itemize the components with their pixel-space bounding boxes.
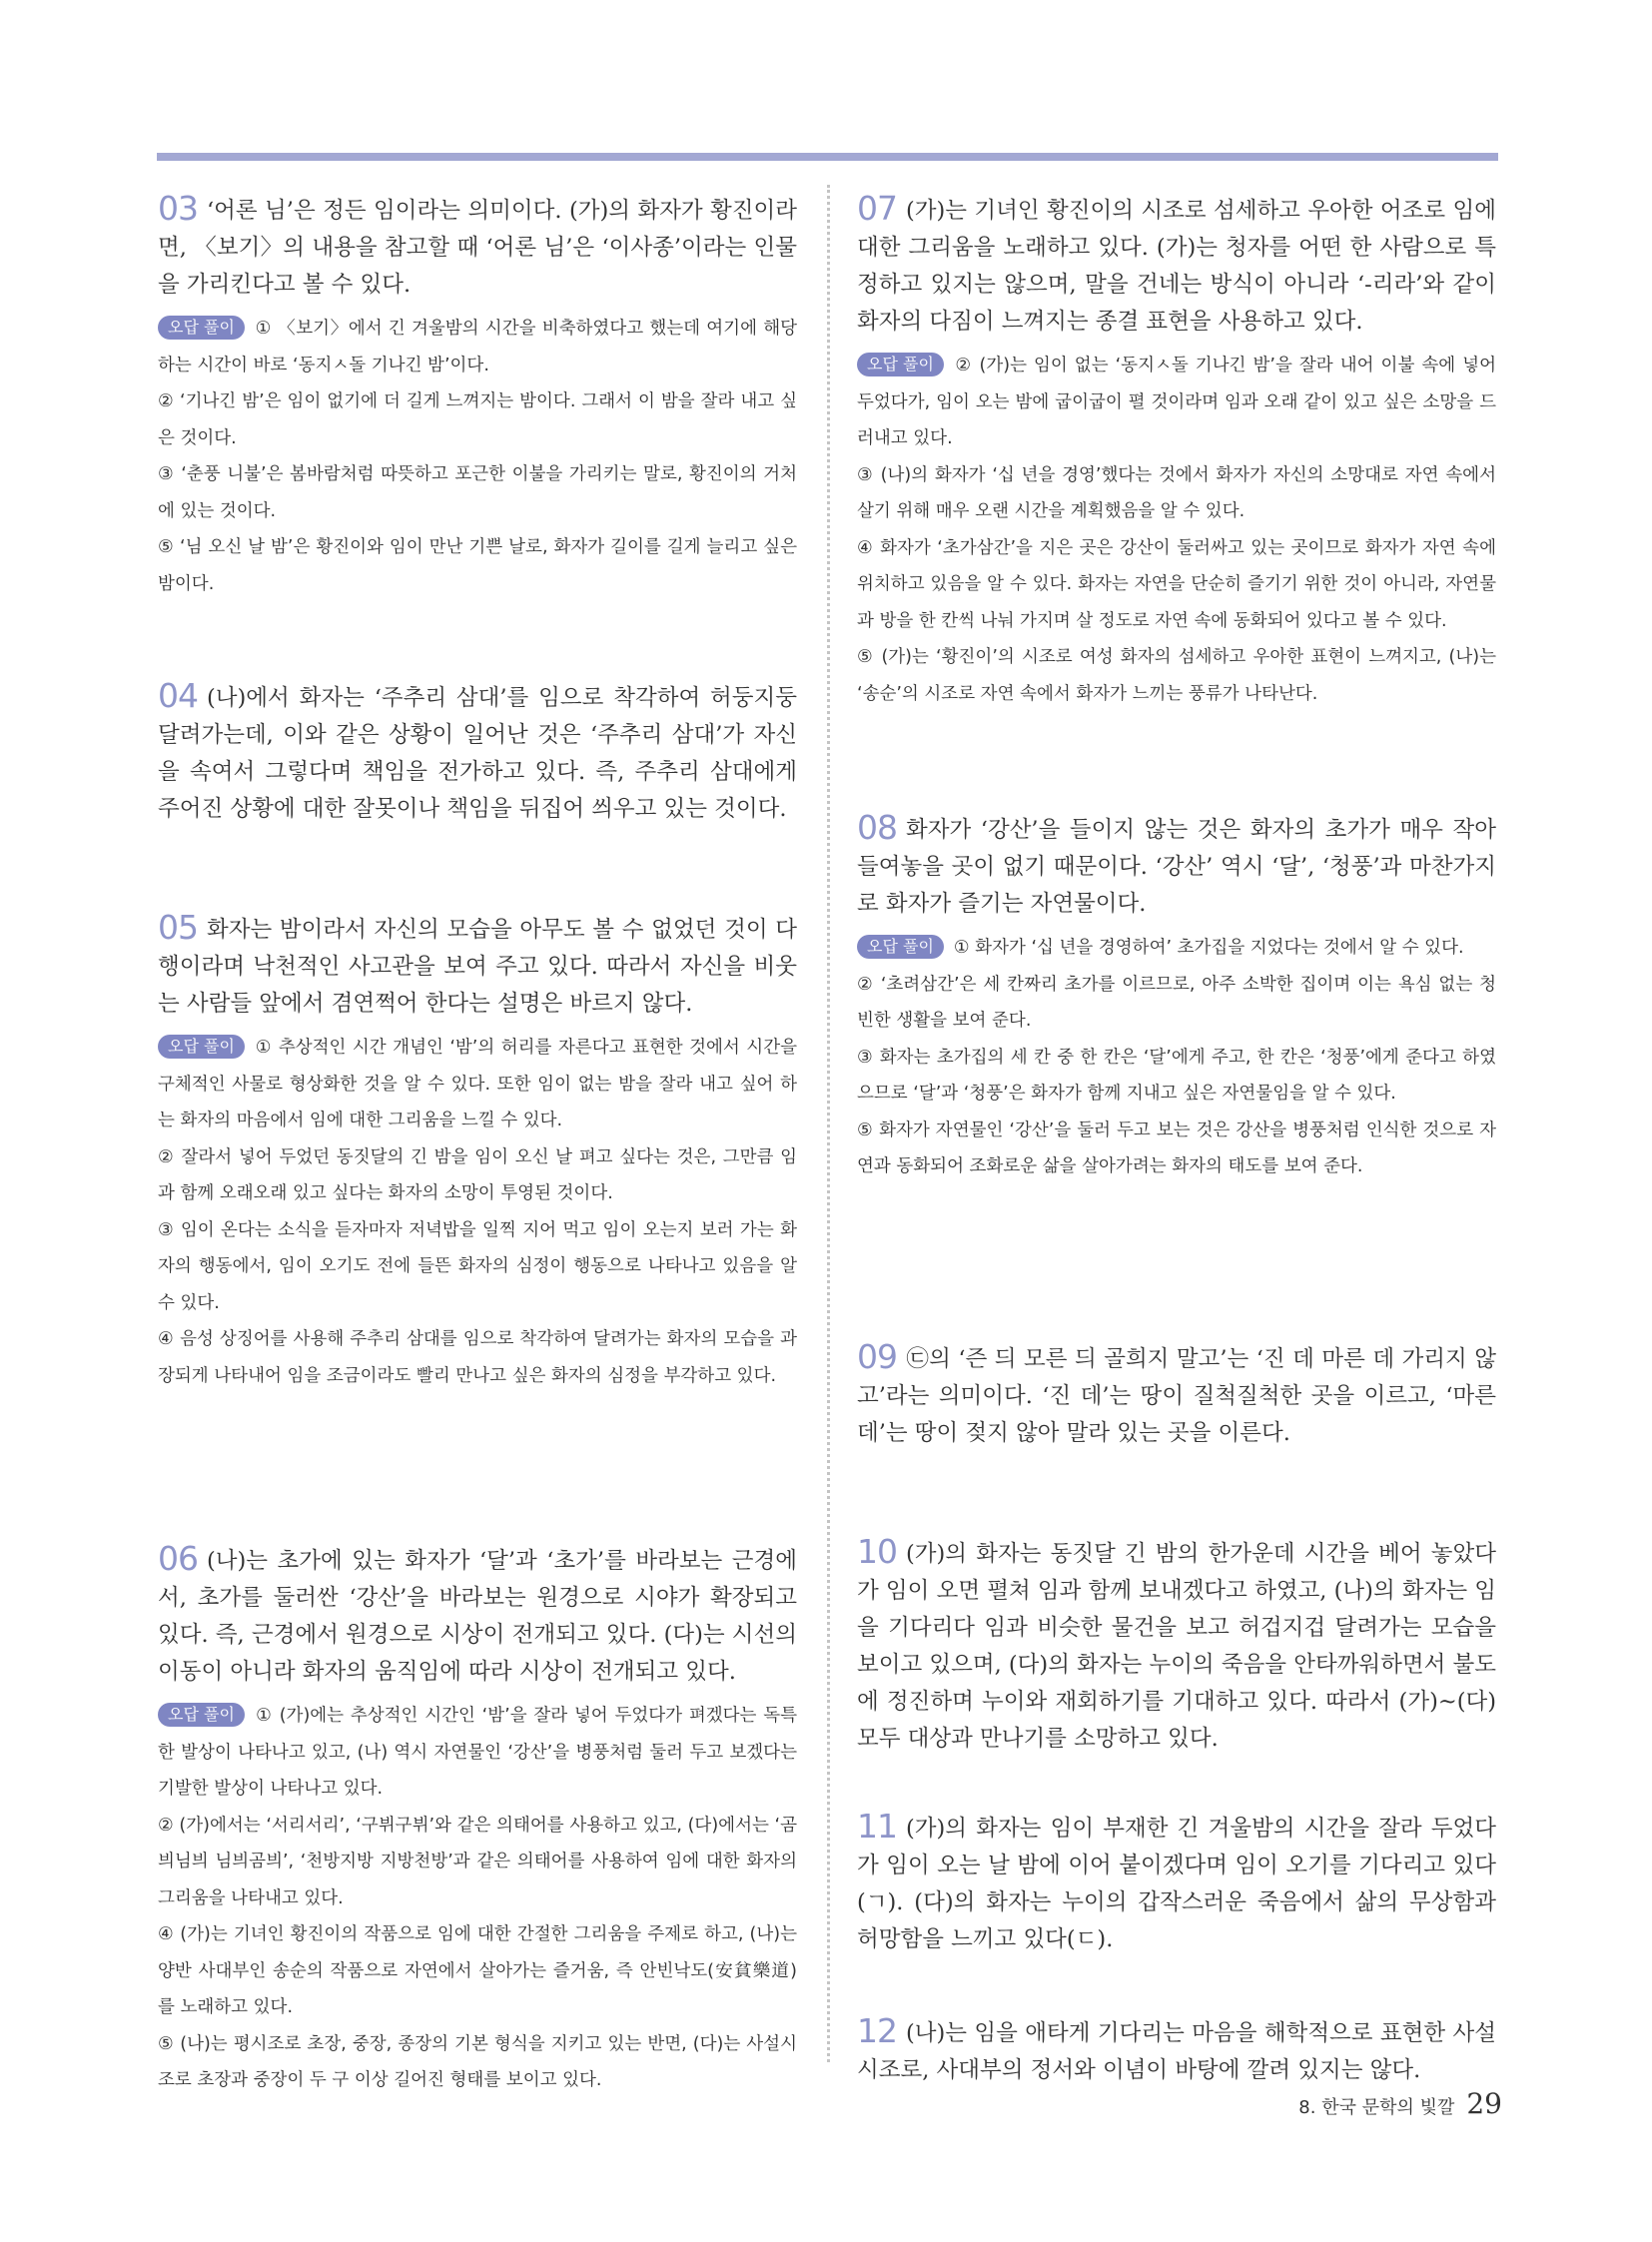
explanation-line: ⑤ (가)는 ‘황진이’의 시조로 여성 화자의 섬세하고 우아한 표현이 느껴지고, (나)는 ‘송순’의 시조로 자연 속에서 화자가 느끼는 풍류가 나타난다. <box>857 647 1496 704</box>
question-number: 05 <box>158 908 198 947</box>
answer-lead: (가)의 화자는 임이 부재한 긴 겨울밤의 시간을 잘라 두었다가 임이 오는 날 밤에 이어 붙이겠다며 임이 오기를 기다리고 있다(ㄱ). (다)의 화자는 누이의 갑작스러운 죽음에서 삶의 무상함과 허망함을 느끼고 있다(ㄷ). <box>857 1816 1496 1952</box>
explanation-line: ③ 임이 온다는 소식을 듣자마자 저녁밥을 일찍 지어 먹고 임이 오는지 보러 가는 화자의 행동에서, 임이 오기도 전에 들뜬 화자의 심정이 행동으로 나타나고 있음을 알 수 있다. <box>158 1219 797 1313</box>
answer-lead: (나)에서 화자는 ‘주추리 삼대’를 임으로 착각하여 허둥지둥 달려가는데, 이와 같은 상황이 일어난 것은 ‘주추리 삼대’가 자신을 속여서 그렇다며 책임을 전가하고 있다. 즉, 주추리 삼대에게 주어진 상황에 대한 잘못이나 책임을 뒤집어 씌우고 있는 것이다. <box>158 685 797 822</box>
answer-07 <box>857 190 1496 712</box>
explanation-line: ③ 화자는 초가집의 세 칸 중 한 칸은 ‘달’에게 주고, 한 칸은 ‘청풍’에게 준다고 하였으므로 ‘달’과 ‘청풍’은 화자가 함께 지내고 싶은 자연물임을 알 수 있다. <box>857 1047 1496 1104</box>
answer-lead: (가)는 기녀인 황진이의 시조로 섬세하고 우아한 어조로 임에 대한 그리움을 노래하고 있다. (가)는 청자를 어떤 한 사람으로 특정하고 있지는 않으며, 말을 건네는 방식이 아니라 ‘-리라’와 같이 화자의 다짐이 느껴지는 종결 표현을 사용하고 있다. <box>857 198 1496 335</box>
wrong-answer-badge: 오답 풀이 <box>158 1703 245 1727</box>
answer-lead: 화자가 ‘강산’을 들이지 않는 것은 화자의 초가가 매우 작아 들여놓을 곳이 없기 때문이다. ‘강산’ 역시 ‘달’, ‘청풍’과 마찬가지로 화자가 즐기는 자연물이다. <box>857 817 1496 917</box>
top-accent-bar <box>157 153 1498 161</box>
explanation-line: ④ 음성 상징어를 사용해 주추리 삼대를 임으로 착각하여 달려가는 화자의 모습을 과장되게 나타내어 임을 조금이라도 빨리 만나고 싶은 화자의 심정을 부각하고 있다. <box>158 1329 797 1386</box>
answer-12 <box>857 2012 1496 2089</box>
question-number: 11 <box>857 1807 897 1846</box>
question-number: 10 <box>857 1532 897 1571</box>
question-number: 08 <box>857 808 897 847</box>
question-number: 07 <box>857 189 897 228</box>
wrong-answer-badge: 오답 풀이 <box>857 935 944 959</box>
explanation-line: ① 추상적인 시간 개념인 ‘밤’의 허리를 자른다고 표현한 것에서 시간을 구체적인 사물로 형상화한 것을 알 수 있다. 또한 임이 없는 밤을 잘라 내고 싶어 하는 화자의 마음에서 임에 대한 그리움을 느낄 수 있다. <box>158 1038 797 1130</box>
question-number: 06 <box>158 1539 198 1578</box>
answer-08 <box>857 809 1496 1185</box>
wrong-answer-badge: 오답 풀이 <box>158 316 245 340</box>
explanation-line: ⑤ 화자가 자연물인 ‘강산’을 둘러 두고 보는 것은 강산을 병풍처럼 인식한 것으로 자연과 동화되어 조화로운 삶을 살아가려는 화자의 태도를 보여 준다. <box>857 1120 1496 1176</box>
explanation-line: ③ (나)의 화자가 ‘십 년을 경영’했다는 것에서 화자가 자신의 소망대로 자연 속에서 살기 위해 매우 오랜 시간을 계획했음을 알 수 있다. <box>857 464 1496 521</box>
explanation-line: ② (가)에서는 ‘서리서리’, ‘구뷔구뷔’와 같은 의태어를 사용하고 있고, (다)에서는 ‘곰븨님븨 님븨곰븨’, ‘천방지방 지방천방’과 같은 의태어를 사용하여 임에 대한 화자의 그리움을 나타내고 있다. <box>158 1815 797 1908</box>
answer-06 <box>158 1540 797 2099</box>
explanation-line: ⑤ (나)는 평시조로 초장, 중장, 종장의 기본 형식을 지키고 있는 반면, (다)는 사설시조로 초장과 중장이 두 구 이상 길어진 형태를 보이고 있다. <box>158 2033 797 2090</box>
explanation-line: ② ‘기나긴 밤’은 임이 없기에 더 길게 느껴지는 밤이다. 그래서 이 밤을 잘라 내고 싶은 것이다. <box>158 391 797 448</box>
explanation-line: ② (가)는 임이 없는 ‘동지ㅅ돌 기나긴 밤’을 잘라 내어 이불 속에 넣어 두었다가, 임이 오는 밤에 굽이굽이 펼 것이라며 임과 오래 같이 있고 싶은 소망을 드러내고 있다. <box>857 356 1496 448</box>
answer-lead: 화자는 밤이라서 자신의 모습을 아무도 볼 수 없었던 것이 다행이라며 낙천적인 사고관을 보여 주고 있다. 따라서 자신을 비웃는 사람들 앞에서 겸연쩍어 한다는 설명은 바르지 않다. <box>158 917 797 1017</box>
explanation-line: ⑤ ‘님 오신 날 밤’은 황진이와 임이 만난 기쁜 날로, 화자가 길이를 길게 늘리고 싶은 밤이다. <box>158 537 797 594</box>
explanation-line: ③ ‘춘풍 니불’은 봄바람처럼 따뜻하고 포근한 이불을 가리키는 말로, 황진이의 거처에 있는 것이다. <box>158 464 797 521</box>
page-number: 29 <box>1466 2087 1502 2120</box>
answer-09 <box>857 1338 1496 1452</box>
answer-03 <box>158 190 797 602</box>
answer-lead: ㉢의 ‘즌 듸 모른 듸 골희지 말고’는 ‘진 데 마른 데 가리지 않고’라는 의미이다. ‘진 데’는 땅이 질척질척한 곳을 이르고, ‘마른 데’는 땅이 젖지 않아 말라 있는 곳을 이른다. <box>857 1346 1496 1446</box>
answer-11 <box>857 1808 1496 1958</box>
answer-10 <box>857 1533 1496 1758</box>
question-number: 09 <box>857 1337 897 1376</box>
explanation-line: ④ (가)는 기녀인 황진이의 작품으로 임에 대한 간절한 그리움을 주제로 하고, (나)는 양반 사대부인 송순의 작품으로 자연에서 살아가는 즐거움, 즉 안빈낙도(安貧樂道)를 노래하고 있다. <box>158 1924 797 2017</box>
answer-05 <box>158 909 797 1394</box>
wrong-answer-badge: 오답 풀이 <box>857 353 944 376</box>
wrong-answer-badge: 오답 풀이 <box>158 1035 245 1059</box>
explanation-line: ④ 화자가 ‘초가삼간’을 지은 곳은 강산이 둘러싸고 있는 곳이므로 화자가 자연 속에 위치하고 있음을 알 수 있다. 화자는 자연을 단순히 즐기기 위한 것이 아니라, 자연물과 방을 한 칸씩 나눠 가지며 살 정도로 자연 속에 동화되어 있다고 볼 수 있다. <box>857 537 1496 631</box>
explanation-line: ② 잘라서 넣어 두었던 동짓달의 긴 밤을 임이 오신 날 펴고 싶다는 것은, 그만큼 임과 함께 오래오래 있고 싶다는 화자의 소망이 투영된 것이다. <box>158 1146 797 1203</box>
answer-lead: (나)는 임을 애타게 기다리는 마음을 해학적으로 표현한 사설시조로, 사대부의 정서와 이념이 바탕에 깔려 있지는 않다. <box>857 2020 1496 2083</box>
answer-lead: (나)는 초가에 있는 화자가 ‘달’과 ‘초가’를 바라보는 근경에서, 초가를 둘러싼 ‘강산’을 바라보는 원경으로 시야가 확장되고 있다. 즉, 근경에서 원경으로 시상이 전개되고 있다. (다)는 시선의 이동이 아니라 화자의 움직임에 따라 시상이 전개되고 있다. <box>158 1548 797 1685</box>
answer-lead: ‘어론 님’은 정든 임이라는 의미이다. (가)의 화자가 황진이라면, 〈보기〉의 내용을 참고할 때 ‘어론 님’은 ‘이사종’이라는 인물을 가리킨다고 볼 수 있다. <box>158 198 797 298</box>
explanation-line: ① 화자가 ‘십 년을 경영하여’ 초가집을 지었다는 것에서 알 수 있다. <box>953 938 1464 958</box>
column-divider <box>827 185 830 2062</box>
answer-lead: (가)의 화자는 동짓달 긴 밤의 한가운데 시간을 베어 놓았다가 임이 오면 펼쳐 임과 함께 보내겠다고 하였고, (나)의 화자는 임을 기다리다 임과 비슷한 물건을 보고 허겁지겁 달려가는 모습을 보이고 있으며, (다)의 화자는 누이의 죽음을 안타까워하면서 불도에 정진하며 누이와 재회하기를 기대하고 있다. 따라서 (가)~(다) 모두 대상과 만나기를 소망하고 있다. <box>857 1541 1496 1752</box>
question-number: 12 <box>857 2011 897 2050</box>
answer-04 <box>158 677 797 828</box>
explanation-line: ① (가)에는 추상적인 시간인 ‘밤’을 잘라 넣어 두었다가 펴겠다는 독특한 발상이 나타나고 있고, (나) 역시 자연물인 ‘강산’을 병풍처럼 둘러 두고 보겠다는 기발한 발상이 나타나고 있다. <box>158 1706 797 1799</box>
chapter-title: 8. 한국 문학의 빛깔 <box>1298 2097 1455 2118</box>
explanation-line: ② ‘초려삼간’은 세 칸짜리 초가를 이르므로, 아주 소박한 집이며 이는 욕심 없는 청빈한 생활을 보여 준다. <box>857 974 1496 1031</box>
page-footer <box>1298 2087 1502 2120</box>
explanation-line: ① 〈보기〉에서 긴 겨울밤의 시간을 비축하였다고 했는데 여기에 해당하는 시간이 바로 ‘동지ㅅ돌 기나긴 밤’이다. <box>158 319 797 375</box>
question-number: 04 <box>158 676 198 715</box>
question-number: 03 <box>158 189 198 228</box>
